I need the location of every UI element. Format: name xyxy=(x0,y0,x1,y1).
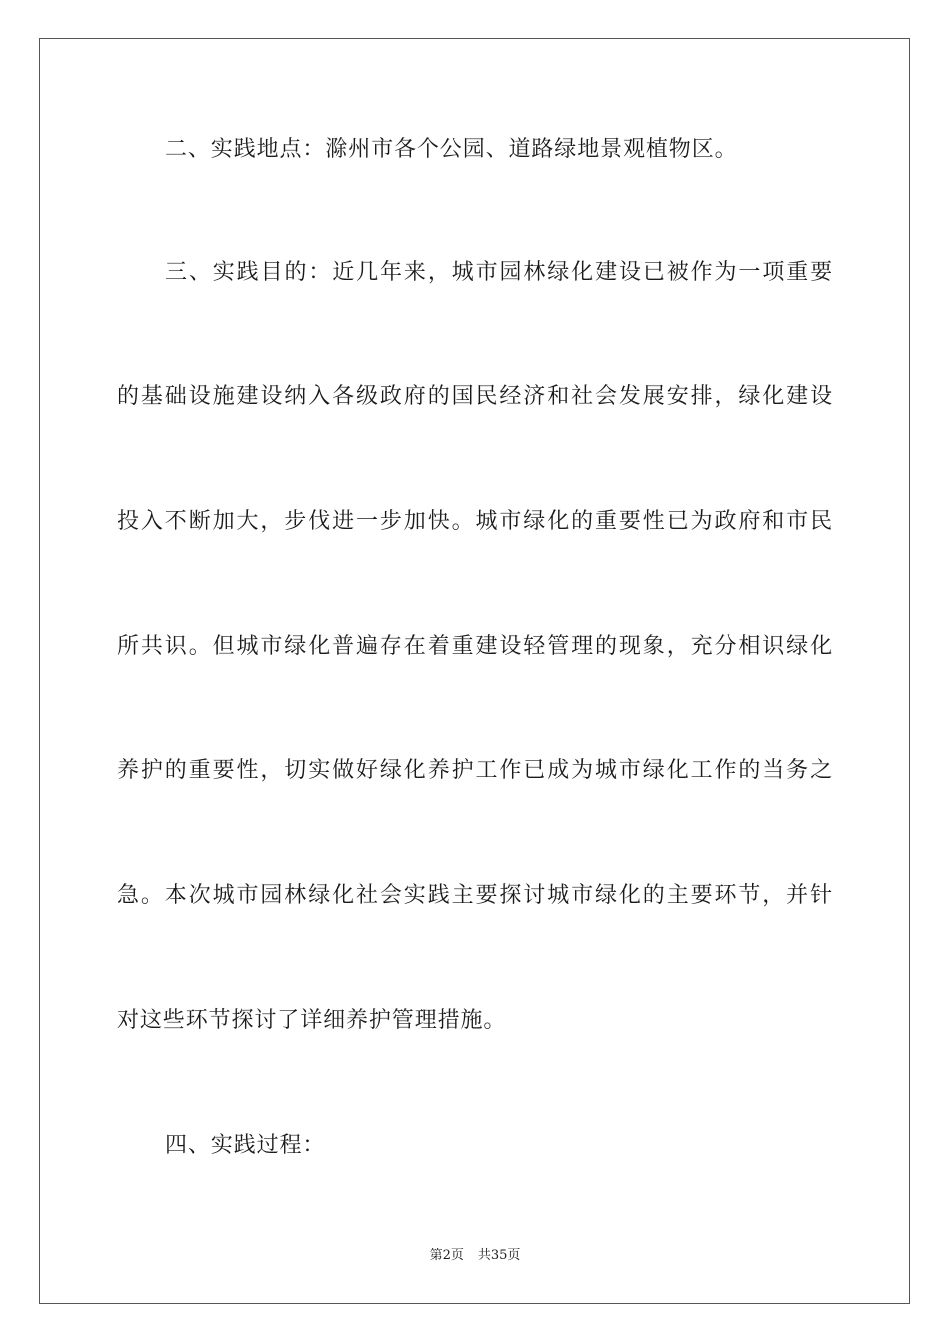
page-footer xyxy=(0,1247,950,1265)
page-number: 第2页 xyxy=(429,1248,464,1263)
page-total: 共35页 xyxy=(477,1248,521,1263)
paragraph-line: 的基础设施建设纳入各级政府的国民经济和社会发展安排，绿化建设 xyxy=(117,384,833,409)
paragraph-line: 投入不断加大，步伐进一步加快。城市绿化的重要性已为政府和市民 xyxy=(117,509,833,534)
page-border xyxy=(39,38,910,1304)
paragraph-line: 急。本次城市园林绿化社会实践主要探讨城市绿化的主要环节，并针 xyxy=(117,883,833,908)
paragraph-line: 三、实践目的：近几年来，城市园林绿化建设已被作为一项重要 xyxy=(165,260,833,285)
section-heading: 四、实践过程： xyxy=(165,1133,326,1158)
paragraph-line: 所共识。但城市绿化普遍存在着重建设轻管理的现象，充分相识绿化 xyxy=(117,634,833,659)
paragraph-line: 对这些环节探讨了详细养护管理措施。 xyxy=(117,1008,507,1033)
paragraph-line: 养护的重要性，切实做好绿化养护工作已成为城市绿化工作的当务之 xyxy=(117,758,833,783)
paragraph-line: 二、实践地点：滁州市各个公园、道路绿地景观植物区。 xyxy=(165,137,738,162)
